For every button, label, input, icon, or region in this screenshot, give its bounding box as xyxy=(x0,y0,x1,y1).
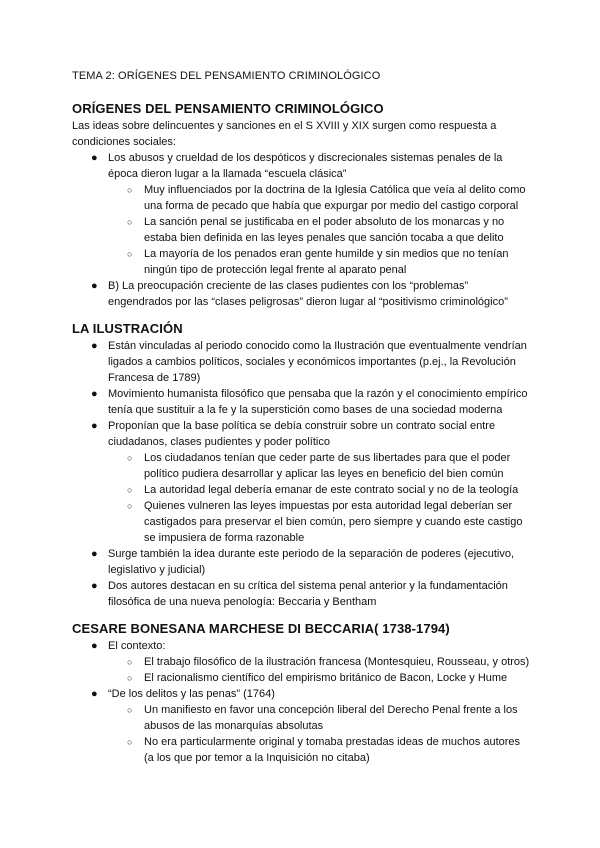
section-heading: CESARE BONESANA MARCHESE DI BECCARIA( 1738-1794) xyxy=(72,621,450,636)
list-item-text: Surge también la idea durante este periodo de la separación de poderes (ejecutivo, legislativo y judicial) xyxy=(108,548,515,576)
sub-list-item-text: La sanción penal se justificaba en el poder absoluto de los monarcas y no estaba bien definida en las leyes penales que sanción tocaba a que delito xyxy=(144,216,505,244)
hollow-bullet-icon: ○ xyxy=(127,705,133,715)
bullet-icon: ● xyxy=(91,580,98,592)
sub-list-item-text: La autoridad legal debería emanar de este contrato social y no de la teología xyxy=(144,484,519,496)
sub-list-item xyxy=(108,246,532,278)
hollow-bullet-icon: ○ xyxy=(127,501,133,511)
sub-list-item xyxy=(108,702,532,734)
section-ilustracion xyxy=(72,320,532,610)
sub-list-item xyxy=(108,498,532,546)
list-item-text: “De los delitos y las penas” (1764) xyxy=(108,688,275,700)
hollow-bullet-icon: ○ xyxy=(127,249,133,259)
sub-list-item-text: Un manifiesto en favor una concepción liberal del Derecho Penal frente a los abusos de las monarquías absolutas xyxy=(144,704,518,732)
section-origenes xyxy=(72,100,532,310)
sub-list-item xyxy=(108,482,532,498)
sub-list-item-text: Quienes vulneren las leyes impuestas por esta autoridad legal deberían ser castigados para preservar el bien común, pero siempre y cuando este castigo se impusiera de forma razonable xyxy=(144,500,523,544)
hollow-bullet-icon: ○ xyxy=(127,673,133,683)
sub-list-item xyxy=(108,654,532,670)
list-item xyxy=(72,546,532,578)
sub-bullet-list xyxy=(108,450,532,546)
sub-list-item xyxy=(108,450,532,482)
sub-list-item-text: Muy influenciados por la doctrina de la Iglesia Católica que veía al delito como una forma de pecado que había que expurgar por medio del castigo corporal xyxy=(144,184,526,212)
hollow-bullet-icon: ○ xyxy=(127,737,133,747)
list-item-text: El contexto: xyxy=(108,640,166,652)
section-heading: LA ILUSTRACIÓN xyxy=(72,321,183,336)
section-beccaria xyxy=(72,620,532,766)
list-item xyxy=(72,638,532,686)
bullet-icon: ● xyxy=(91,640,98,652)
list-item xyxy=(72,386,532,418)
document-page xyxy=(72,68,532,766)
list-item-text: Movimiento humanista filosófico que pensaba que la razón y el conocimiento empírico tenía que sustituir a la fe y la superstición como bases de una sociedad moderna xyxy=(108,388,528,416)
list-item xyxy=(72,418,532,546)
sub-list-item xyxy=(108,214,532,246)
bullet-icon: ● xyxy=(91,388,98,400)
list-item-text: Los abusos y crueldad de los despóticos y discrecionales sistemas penales de la época dieron lugar a la llamada “escuela clásica” xyxy=(108,152,503,180)
sub-list-item-text: La mayoría de los penados eran gente humilde y sin medios que no tenían ningún tipo de protección legal frente al aparato penal xyxy=(144,248,509,276)
section-heading: ORÍGENES DEL PENSAMIENTO CRIMINOLÓGICO xyxy=(72,101,384,116)
hollow-bullet-icon: ○ xyxy=(127,657,133,667)
sub-bullet-list xyxy=(108,654,532,686)
list-item xyxy=(72,686,532,766)
list-item xyxy=(72,578,532,610)
list-item-text: Proponían que la base política se debía construir sobre un contrato social entre ciudadanos, clases pudientes y poder político xyxy=(108,420,496,448)
bullet-icon: ● xyxy=(91,548,98,560)
bullet-list xyxy=(72,338,532,610)
sub-list-item xyxy=(108,182,532,214)
list-item-text: B) La preocupación creciente de las clases pudientes con los “problemas” engendrados por las “clases peligrosas” dieron lugar al “positivismo criminológico” xyxy=(108,280,508,308)
bullet-list xyxy=(72,638,532,766)
list-item-text: Dos autores destacan en su crítica del sistema penal anterior y la fundamentación filosófica de una nueva penología: Beccaria y Bentham xyxy=(108,580,508,608)
hollow-bullet-icon: ○ xyxy=(127,185,133,195)
list-item xyxy=(72,150,532,278)
sub-bullet-list xyxy=(108,702,532,766)
hollow-bullet-icon: ○ xyxy=(127,453,133,463)
sub-list-item-text: El trabajo filosófico de la ilustración francesa (Montesquieu, Rousseau, y otros) xyxy=(144,656,530,668)
list-item xyxy=(72,278,532,310)
sub-list-item xyxy=(108,734,532,766)
sub-list-item-text: Los ciudadanos tenían que ceder parte de sus libertades para que el poder político pudiera desarrollar y aplicar las leyes en beneficio del bien común xyxy=(144,452,511,480)
list-item-text: Están vinculadas al periodo conocido como la Ilustración que eventualmente vendrían ligados a cambios políticos, sociales y económicos importantes (p.ej., la Revolución Francesa de 1789) xyxy=(108,340,527,384)
bullet-icon: ● xyxy=(91,688,98,700)
sub-list-item-text: El racionalismo científico del empirismo británico de Bacon, Locke y Hume xyxy=(144,672,508,684)
section-intro: Las ideas sobre delincuentes y sanciones en el S XVIII y XIX surgen como respuesta a condiciones sociales: xyxy=(72,120,497,148)
bullet-icon: ● xyxy=(91,152,98,164)
sub-list-item xyxy=(108,670,532,686)
sub-list-item-text: No era particularmente original y tomaba prestadas ideas de muchos autores (a los que por temor a la Inquisición no citaba) xyxy=(144,736,521,764)
bullet-list xyxy=(72,150,532,310)
list-item xyxy=(72,338,532,386)
bullet-icon: ● xyxy=(91,340,98,352)
bullet-icon: ● xyxy=(91,420,98,432)
hollow-bullet-icon: ○ xyxy=(127,485,133,495)
hollow-bullet-icon: ○ xyxy=(127,217,133,227)
bullet-icon: ● xyxy=(91,280,98,292)
sub-bullet-list xyxy=(108,182,532,278)
document-title: TEMA 2: ORÍGENES DEL PENSAMIENTO CRIMINOLÓGICO xyxy=(72,70,381,82)
